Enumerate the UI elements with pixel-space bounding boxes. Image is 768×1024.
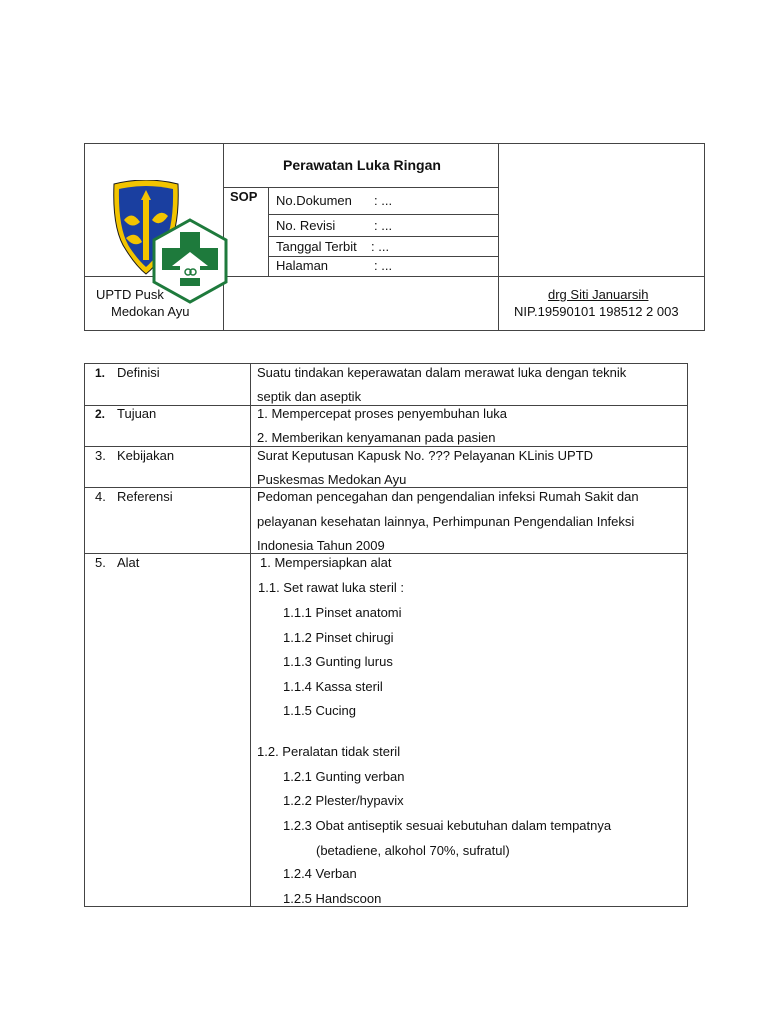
doc-field-label: Tanggal Terbit [276, 239, 357, 254]
section-text-line: 1.2.1 Gunting verban [283, 769, 405, 784]
section-text-line: 1.1.2 Pinset chirugi [283, 630, 394, 645]
section-label: Definisi [117, 365, 160, 380]
section-text-line: pelayanan kesehatan lainnya, Perhimpunan Pengendalian Infeksi [257, 514, 635, 529]
section-label: Kebijakan [117, 448, 175, 463]
section-text-line: septik dan aseptik [257, 389, 362, 404]
section-number: 2. [95, 407, 106, 421]
signer-nip: NIP.19590101 198512 2 003 [514, 304, 679, 319]
section-text-line: 1.2.5 Handscoon [283, 891, 382, 906]
section-text-line: 2. Memberikan kenyamanan pada pasien [257, 430, 496, 445]
section-text-line: 1.2. Peralatan tidak steril [257, 744, 401, 759]
section-label: Alat [117, 555, 140, 570]
doc-field-value: : ... [374, 258, 393, 273]
section-label: Referensi [117, 489, 173, 504]
section-text-line: 1.1.1 Pinset anatomi [283, 605, 402, 620]
signer-name: drg Siti Januarsih [548, 287, 649, 302]
section-text-line: 1.2.3 Obat antiseptik sesuai kebutuhan dalam tempatnya [283, 818, 612, 833]
org-name-line2: Medokan Ayu [111, 304, 190, 319]
section-text-line: 1. Mempercepat proses penyembuhan luka [257, 406, 508, 421]
section-text-line: 1.1. Set rawat luka steril : [258, 580, 404, 595]
org-name-line1: UPTD Pusk [96, 287, 164, 302]
section-text-line: (betadiene, alkohol 70%, sufratul) [316, 843, 510, 858]
sop-label: SOP [230, 189, 258, 204]
section-text-line: 1.1.3 Gunting lurus [283, 654, 393, 669]
section-text-line: 1.1.5 Cucing [283, 703, 356, 718]
section-text-line: Surat Keputusan Kapusk No. ??? Pelayanan KLinis UPTD [257, 448, 594, 463]
section-number: 3. [95, 448, 106, 463]
section-text-line: 1.1.4 Kassa steril [283, 679, 383, 694]
section-label: Tujuan [117, 406, 157, 421]
section-text-line: Puskesmas Medokan Ayu [257, 472, 407, 487]
doc-field-label: No. Revisi [276, 218, 336, 233]
section-text-line: 1. Mempersiapkan alat [260, 555, 392, 570]
doc-field-label: Halaman [276, 258, 329, 273]
doc-field-value: : ... [374, 193, 393, 208]
section-text-line: 1.2.4 Verban [283, 866, 357, 881]
doc-field-value: : ... [374, 218, 393, 233]
doc-field-value: : ... [371, 239, 390, 254]
section-text-line: Indonesia Tahun 2009 [257, 538, 385, 553]
section-text-line: Suatu tindakan keperawatan dalam merawat luka dengan teknik [257, 365, 627, 380]
doc-field-label: No.Dokumen [276, 193, 352, 208]
section-number: 5. [95, 555, 106, 570]
section-text-line: 1.2.2 Plester/hypavix [283, 793, 404, 808]
section-number: 1. [95, 366, 106, 380]
section-text-line: Pedoman pencegahan dan pengendalian infeksi Rumah Sakit dan [257, 489, 639, 504]
document-title: Perawatan Luka Ringan [283, 157, 441, 173]
section-number: 4. [95, 489, 106, 504]
